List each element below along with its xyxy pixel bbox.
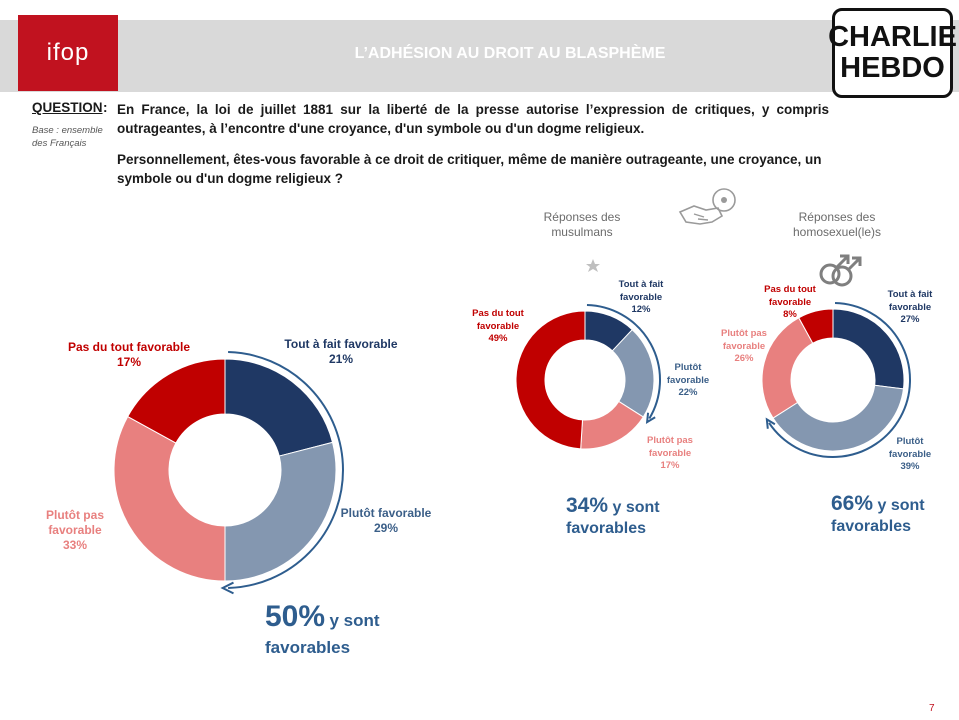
homosexuals-subtitle-line2: homosexuel(le)s bbox=[792, 225, 882, 239]
base-note-line2: des Français bbox=[32, 138, 87, 149]
muslims-label-tout-a-fait bbox=[610, 279, 672, 317]
homo-plutotpas-pct: 26% bbox=[734, 353, 754, 364]
main-plutot-name: Plutôt favorable bbox=[340, 506, 432, 520]
muslims-pasdutout-name2: favorable bbox=[476, 320, 520, 332]
muslims-tout-name1: Tout à fait bbox=[618, 279, 664, 290]
muslims-pasdutout-pct: 49% bbox=[488, 333, 508, 344]
main-plutotpas-name2: favorable bbox=[48, 523, 102, 537]
main-favorable-pct: 50% bbox=[265, 600, 326, 633]
base-note bbox=[32, 124, 110, 150]
main-tout-name: Tout à fait favorable bbox=[284, 337, 398, 351]
muslims-favorable-line2: favorables bbox=[566, 520, 647, 537]
charlie-logo-line1: CHARLIE bbox=[828, 21, 957, 53]
homo-plutotpas-name2: favorable bbox=[722, 340, 766, 352]
ifop-logo bbox=[18, 15, 118, 91]
homo-tout-name2: favorable bbox=[888, 301, 932, 313]
muslims-label-plutot bbox=[660, 362, 716, 400]
muslims-plutot-pct: 22% bbox=[678, 387, 698, 398]
homo-favorable-total bbox=[831, 492, 925, 536]
muslims-subtitle-line2: musulmans bbox=[551, 225, 613, 239]
muslims-label-plutot-pas bbox=[640, 435, 700, 473]
homo-label-plutot bbox=[880, 436, 940, 474]
homo-plutotpas-name1: Plutôt pas bbox=[721, 328, 767, 339]
crescent-star-icon bbox=[566, 247, 606, 283]
muslims-pasdutout-name1: Pas du tout bbox=[472, 308, 524, 319]
homo-pasdutout-name1: Pas du tout bbox=[764, 284, 816, 295]
main-tout-pct: 21% bbox=[328, 352, 354, 366]
muslims-favorable-total bbox=[566, 494, 660, 538]
main-pasdutout-pct: 17% bbox=[116, 355, 142, 369]
homo-tout-name1: Tout à fait bbox=[887, 289, 933, 300]
muslims-favorable-pct: 34% bbox=[566, 494, 609, 517]
main-label-plutot bbox=[334, 506, 438, 536]
homo-label-pas-du-tout bbox=[758, 284, 822, 322]
handshake-icon bbox=[676, 186, 738, 232]
homo-favorable-pct: 66% bbox=[831, 492, 874, 515]
muslims-subtitle bbox=[530, 210, 634, 240]
homosexuals-subtitle-line1: Réponses des bbox=[798, 210, 876, 224]
muslims-subtitle-line1: Réponses des bbox=[543, 210, 621, 224]
homo-label-tout-a-fait bbox=[880, 289, 940, 327]
main-label-plutot-pas bbox=[40, 508, 110, 553]
charlie-hebdo-logo bbox=[828, 8, 957, 98]
homo-favorable-line1: y sont bbox=[877, 497, 925, 514]
question-text-2: Personnellement, êtes-vous favorable à ce droit de critiquer, même de manière outrageante, une croyance, un symbole ou d'un dogme religieux ? bbox=[117, 152, 822, 186]
muslims-tout-name2: favorable bbox=[619, 291, 663, 303]
homo-favorable-line2: favorables bbox=[831, 518, 912, 535]
homo-pasdutout-pct: 8% bbox=[783, 309, 797, 320]
main-pasdutout-name: Pas du tout favorable bbox=[67, 340, 191, 354]
page-number: 7 bbox=[929, 703, 935, 714]
main-plutot-pct: 29% bbox=[373, 521, 399, 535]
muslims-plutotpas-name1: Plutôt pas bbox=[647, 435, 693, 446]
main-slice-plutot bbox=[225, 442, 336, 581]
homo-plutot-name2: favorable bbox=[888, 448, 932, 460]
main-plutotpas-pct: 33% bbox=[62, 538, 88, 552]
muslims-tout-pct: 12% bbox=[631, 304, 651, 315]
homo-label-plutot-pas bbox=[712, 328, 776, 366]
main-favorable-line2: favorables bbox=[265, 638, 351, 657]
main-label-pas-du-tout bbox=[62, 340, 196, 370]
main-plutotpas-name1: Plutôt pas bbox=[45, 508, 104, 522]
homo-plutot-pct: 39% bbox=[900, 461, 920, 472]
main-slice-plutot-pas bbox=[114, 417, 225, 581]
main-favorable-line1: y sont bbox=[329, 611, 380, 630]
male-symbols-icon bbox=[816, 248, 864, 288]
muslims-plutot-name2: favorable bbox=[666, 374, 710, 386]
donut-chart-all-french bbox=[100, 345, 350, 595]
muslims-label-pas-du-tout bbox=[466, 308, 530, 346]
main-label-tout-a-fait bbox=[266, 337, 416, 367]
homosexuals-subtitle bbox=[780, 210, 894, 240]
muslims-plutot-name1: Plutôt bbox=[674, 362, 702, 373]
ifop-logo-text: ifop bbox=[46, 39, 90, 66]
question-colon: : bbox=[103, 100, 108, 115]
homo-plutot-name1: Plutôt bbox=[896, 436, 924, 447]
homo-pasdutout-name2: favorable bbox=[768, 296, 812, 308]
question-label: QUESTION bbox=[32, 100, 103, 115]
page-title: L’ADHÉSION AU DROIT AU BLASPHÈME bbox=[354, 45, 666, 62]
base-note-line1: Base : ensemble bbox=[32, 125, 103, 136]
muslims-plutotpas-name2: favorable bbox=[648, 447, 692, 459]
muslims-plutotpas-pct: 17% bbox=[660, 460, 680, 471]
question-text-1: En France, la loi de juillet 1881 sur la liberté de la presse autorise l’expression de critiques, y compris outrageantes, à l’encontre d'une croyance, d'un symbole ou d'un dogme religieux. bbox=[117, 102, 829, 136]
charlie-logo-line2: HEBDO bbox=[840, 52, 945, 84]
main-favorable-total bbox=[265, 600, 380, 658]
homo-tout-pct: 27% bbox=[900, 314, 920, 325]
main-slice-tout-a-fait bbox=[225, 359, 333, 456]
muslims-favorable-line1: y sont bbox=[612, 499, 660, 516]
